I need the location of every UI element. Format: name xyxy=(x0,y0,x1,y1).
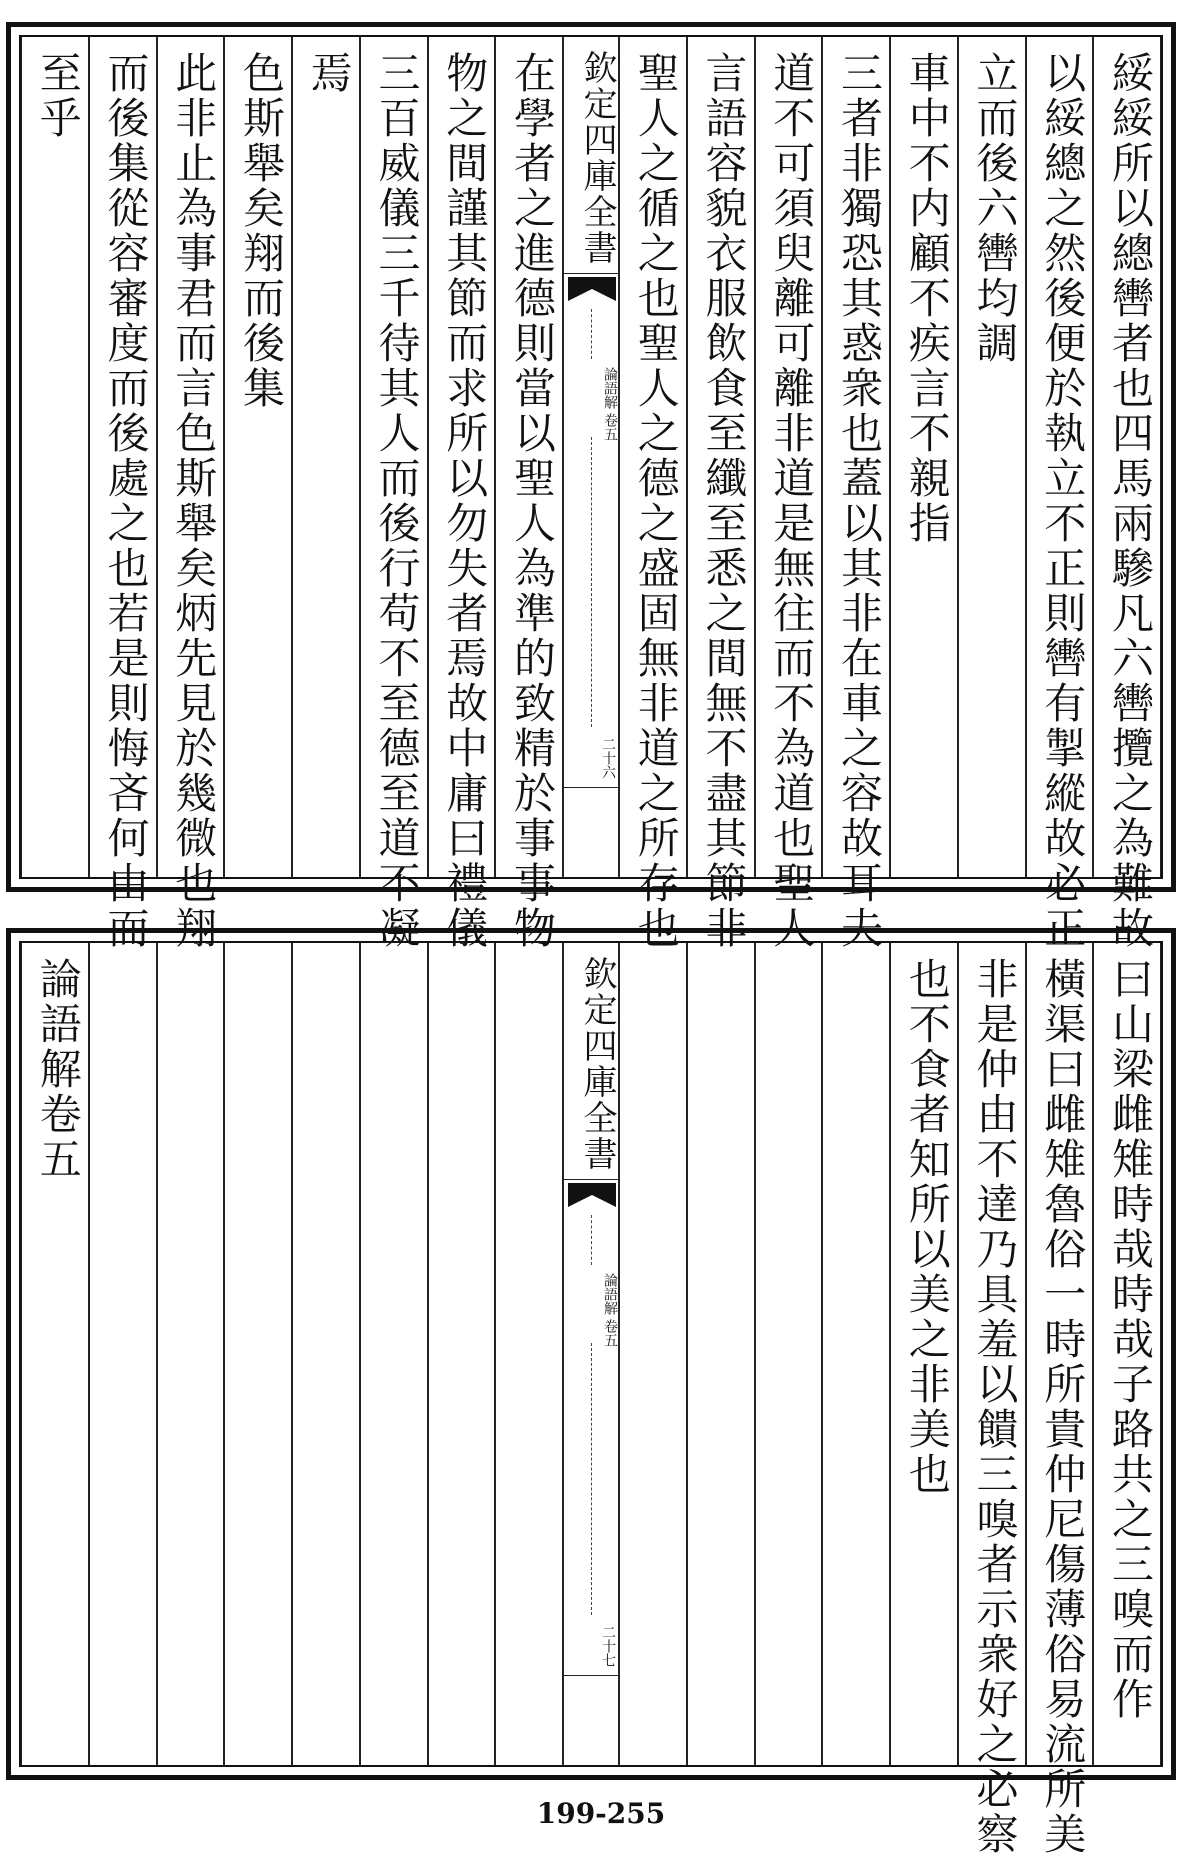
column-text: 言語容貌衣服飲食至纖至悉之間無不盡其節非 xyxy=(699,51,749,951)
bottom-page-text-column xyxy=(687,943,755,1765)
top-page-text-column xyxy=(1026,37,1094,951)
top-page-text-column xyxy=(21,37,89,877)
bottom-page-text-column xyxy=(822,943,890,1765)
bottom-page-text-column xyxy=(495,943,563,1765)
top-page-text-column xyxy=(822,37,890,951)
column-text: 車中不内顧不疾言不親指 xyxy=(902,51,952,546)
column-text: 綏綏所以總轡者也四馬兩驂凡六轡攬之為難故 xyxy=(1106,51,1155,951)
column-text: 以綏總之然後便於執立不正則轡有掣縱故必正 xyxy=(1038,51,1088,951)
center-divider-line xyxy=(591,1343,592,1615)
fishtail-mark-icon xyxy=(568,1183,616,1211)
column-text: 立而後六轡均調 xyxy=(970,51,1020,366)
top-page-text-column xyxy=(619,37,687,951)
top-page-text-column xyxy=(360,37,428,951)
top-page-text-column xyxy=(89,37,157,951)
column-text: 曰山梁雌雉時哉時哉子路共之三嗅而作 xyxy=(1106,957,1155,1722)
column-text: 色斯舉矣翔而後集 xyxy=(237,51,286,411)
center-book-label xyxy=(564,367,618,441)
top-page-text-column xyxy=(890,37,958,877)
top-page-text-column xyxy=(495,37,563,951)
top-page-text-column xyxy=(687,37,755,951)
top-page xyxy=(6,22,1176,951)
center-book-text: 卷五 xyxy=(602,1319,618,1347)
center-divider-line xyxy=(591,437,592,727)
bottom-page-text-column xyxy=(1093,943,1161,1765)
column-text: 聖人之循之也聖人之德之盛固無非道之所存也 xyxy=(631,51,681,951)
bottom-page-text-column xyxy=(292,943,360,1765)
center-book-text: 卷五 xyxy=(602,413,618,441)
column-text: 此非止為事君而言色斯舉矣炳先見於幾微也翔 xyxy=(169,51,219,951)
column-text: 也不食者知所以美之非美也 xyxy=(902,957,952,1497)
bottom-page-text-column xyxy=(157,943,225,1765)
bottom-page-text-column xyxy=(360,943,428,1765)
center-book-label xyxy=(564,1273,618,1347)
center-book-text: 論語解 xyxy=(602,367,618,409)
bottom-page-text-column xyxy=(1026,943,1094,1857)
column-text: 焉 xyxy=(304,51,354,96)
top-page-text-column xyxy=(428,37,496,951)
top-page-text-column xyxy=(958,37,1026,877)
center-book-text: 論語解 xyxy=(602,1273,618,1315)
bottom-page-text-column xyxy=(21,943,89,1765)
bottom-page-text-column xyxy=(224,943,292,1765)
bottom-page-text-column xyxy=(890,943,958,1765)
column-text: 三者非獨恐其惑衆也蓋以其非在車之容故耳夫 xyxy=(835,51,884,951)
center-margin-column xyxy=(563,37,619,877)
top-page-frame xyxy=(19,35,1163,951)
top-page-text-column xyxy=(224,37,292,877)
bottom-page-text-column xyxy=(755,943,823,1765)
center-title: 欽定四庫全書 xyxy=(564,949,618,1180)
top-page-text-column xyxy=(157,37,225,951)
column-text: 而後集從容審度而後處之也若是則悔吝何由而 xyxy=(101,51,151,951)
top-page-text-column xyxy=(292,37,360,877)
center-margin-column xyxy=(563,943,619,1765)
center-page-number: 二十六 xyxy=(600,737,616,779)
top-page-text-column xyxy=(755,37,823,951)
center-bottom-rule xyxy=(564,787,618,788)
column-text: 橫渠曰雌雉魯俗一時所貴仲尼傷薄俗易流所美 xyxy=(1038,957,1088,1857)
bottom-page-text-column xyxy=(89,943,157,1765)
fishtail-mark-icon xyxy=(568,277,616,305)
page-footer-number: 199-255 xyxy=(536,1797,666,1830)
column-text: 在學者之進德則當以聖人為準的致精於事事物 xyxy=(508,51,557,951)
column-text: 物之間謹其節而求所以勿失者焉故中庸曰禮儀 xyxy=(440,51,490,951)
bottom-page-text-column xyxy=(958,943,1026,1857)
column-text: 三百威儀三千待其人而後行苟不至德至道不凝 xyxy=(372,51,422,951)
bottom-page-text-column xyxy=(619,943,687,1765)
column-text: 論語解卷五 xyxy=(33,957,83,1182)
center-page-number: 二十七 xyxy=(600,1625,616,1667)
center-bottom-rule xyxy=(564,1675,618,1676)
bottom-page-text-column xyxy=(428,943,496,1765)
column-text: 道不可須臾離可離非道是無往而不為道也聖人 xyxy=(767,51,817,951)
center-title: 欽定四庫全書 xyxy=(564,43,618,274)
top-page-text-column xyxy=(1093,37,1161,951)
column-text: 至乎 xyxy=(33,51,83,141)
column-text: 非是仲由不達乃具羞以饋三嗅者示衆好之必察 xyxy=(970,957,1020,1857)
center-divider-line xyxy=(591,1215,592,1265)
center-divider-line xyxy=(591,309,592,359)
